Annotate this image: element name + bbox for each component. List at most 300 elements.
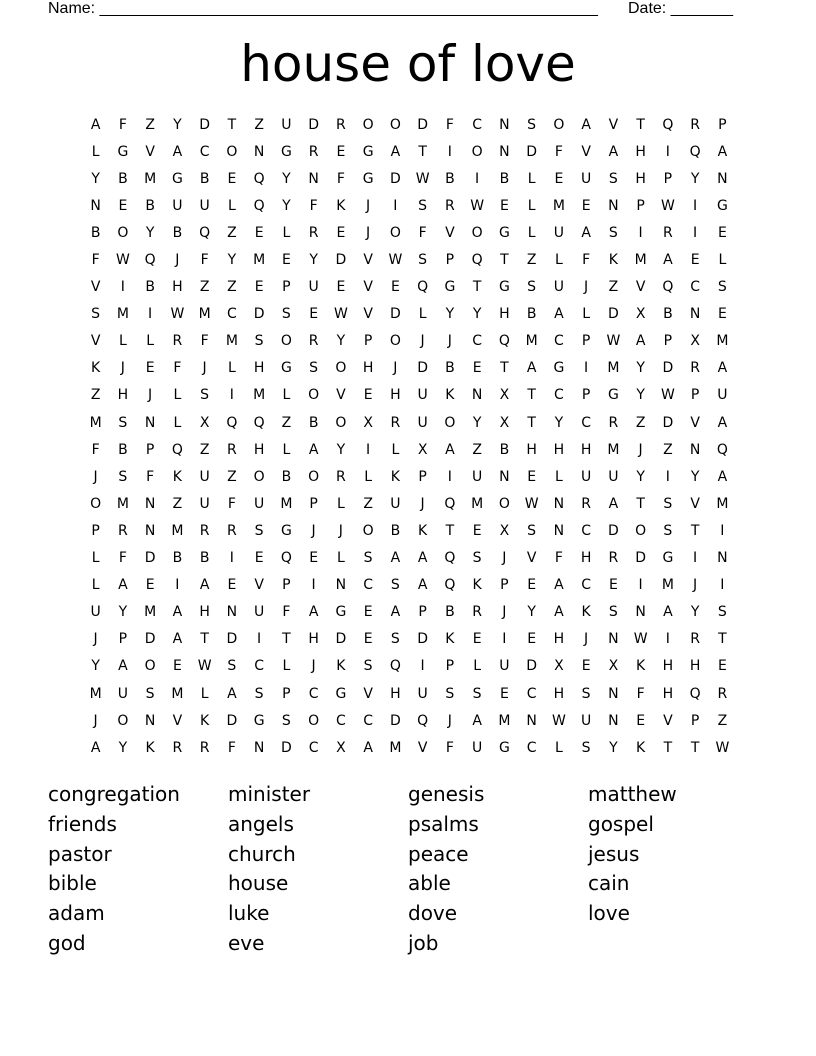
grid-letter[interactable]: W	[415, 170, 430, 187]
grid-letter[interactable]: Q	[444, 577, 456, 594]
grid-letter[interactable]: Y	[336, 333, 346, 350]
grid-letter[interactable]: O	[498, 495, 510, 512]
grid-letter[interactable]: V	[336, 387, 346, 404]
grid-letter[interactable]: W	[606, 333, 621, 350]
grid-letter[interactable]: N	[499, 116, 510, 133]
grid-letter[interactable]: O	[90, 495, 102, 512]
grid-letter[interactable]: O	[635, 522, 647, 539]
grid-letter[interactable]: Y	[282, 170, 291, 187]
grid-letter[interactable]: E	[527, 577, 537, 594]
grid-letter[interactable]: R	[690, 631, 700, 648]
grid-letter[interactable]: F	[200, 333, 209, 350]
grid-letter[interactable]: Z	[663, 441, 673, 458]
grid-letter[interactable]: U	[499, 658, 510, 675]
grid-letter[interactable]: I	[475, 170, 480, 187]
grid-letter[interactable]: S	[472, 550, 482, 567]
grid-letter[interactable]: S	[418, 252, 428, 269]
grid-letter[interactable]: Z	[608, 279, 619, 296]
grid-letter[interactable]: S	[390, 577, 400, 594]
grid-letter[interactable]: V	[663, 712, 673, 729]
grid-letter[interactable]: M	[116, 495, 129, 512]
grid-letter[interactable]: B	[445, 360, 455, 377]
grid-letter[interactable]: R	[118, 522, 128, 539]
grid-letter[interactable]: R	[581, 495, 591, 512]
grid-letter[interactable]: I	[693, 197, 698, 214]
grid-letter[interactable]: D	[607, 306, 619, 323]
grid-letter[interactable]: S	[608, 224, 618, 241]
grid-letter[interactable]: J	[311, 658, 316, 675]
grid-letter[interactable]: O	[144, 658, 156, 675]
grid-letter[interactable]: S	[145, 685, 155, 702]
grid-letter[interactable]: S	[527, 522, 537, 539]
grid-letter[interactable]: O	[471, 224, 483, 241]
grid-letter[interactable]: B	[172, 550, 183, 567]
grid-letter[interactable]: A	[308, 441, 319, 458]
grid-letter[interactable]: W	[551, 712, 566, 729]
grid-letter[interactable]: J	[584, 631, 589, 648]
grid-letter[interactable]: F	[445, 739, 454, 756]
grid-letter[interactable]: T	[527, 414, 536, 431]
grid-letter[interactable]: E	[254, 279, 264, 296]
grid-letter[interactable]: B	[663, 306, 673, 323]
grid-letter[interactable]: Y	[636, 387, 645, 404]
grid-letter[interactable]: N	[608, 712, 619, 729]
grid-letter[interactable]: R	[608, 414, 619, 431]
grid-letter[interactable]: E	[118, 197, 128, 214]
grid-letter[interactable]: J	[202, 360, 207, 377]
grid-letter[interactable]: F	[146, 468, 155, 485]
grid-letter[interactable]: L	[118, 333, 127, 350]
grid-letter[interactable]: I	[447, 468, 452, 485]
grid-letter[interactable]: S	[118, 414, 128, 431]
grid-letter[interactable]: G	[498, 739, 510, 756]
grid-letter[interactable]: L	[91, 577, 100, 594]
grid-letter[interactable]: N	[608, 197, 619, 214]
grid-letter[interactable]: D	[417, 116, 429, 133]
grid-letter[interactable]: M	[525, 333, 538, 350]
grid-letter[interactable]: P	[663, 333, 673, 350]
grid-letter[interactable]: L	[554, 252, 563, 269]
grid-letter[interactable]: Z	[199, 279, 210, 296]
grid-letter[interactable]: I	[229, 387, 234, 404]
grid-letter[interactable]: S	[717, 279, 727, 296]
grid-letter[interactable]: B	[145, 197, 155, 214]
grid-letter[interactable]: Q	[253, 197, 265, 214]
grid-letter[interactable]: X	[554, 658, 564, 675]
grid-letter[interactable]: Z	[172, 495, 183, 512]
grid-letter[interactable]: B	[118, 170, 128, 187]
grid-letter[interactable]: B	[199, 550, 210, 567]
grid-letter[interactable]: N	[335, 577, 347, 594]
grid-letter[interactable]: U	[553, 279, 564, 296]
grid-letter[interactable]: M	[253, 252, 266, 269]
grid-letter[interactable]: F	[336, 170, 345, 187]
grid-letter[interactable]: H	[253, 360, 265, 377]
grid-letter[interactable]: Y	[636, 468, 645, 485]
grid-letter[interactable]: J	[120, 360, 125, 377]
grid-letter[interactable]: M	[253, 387, 266, 404]
grid-letter[interactable]: E	[309, 306, 319, 323]
grid-letter[interactable]: Q	[389, 658, 401, 675]
grid-letter[interactable]: C	[553, 333, 564, 350]
grid-letter[interactable]: I	[720, 577, 725, 594]
grid-letter[interactable]: O	[117, 224, 129, 241]
grid-letter[interactable]: D	[280, 739, 292, 756]
grid-letter[interactable]: C	[226, 306, 237, 323]
grid-letter[interactable]: I	[584, 360, 589, 377]
grid-letter[interactable]: L	[91, 550, 100, 567]
grid-letter[interactable]: L	[282, 441, 291, 458]
grid-letter[interactable]: S	[281, 306, 291, 323]
grid-letter[interactable]: J	[93, 468, 98, 485]
grid-letter[interactable]: S	[254, 522, 264, 539]
grid-letter[interactable]: E	[472, 522, 482, 539]
grid-letter[interactable]: E	[254, 224, 264, 241]
grid-letter[interactable]: K	[636, 739, 646, 756]
grid-letter[interactable]: L	[473, 658, 482, 675]
grid-letter[interactable]: J	[420, 333, 425, 350]
grid-letter[interactable]: V	[445, 224, 455, 241]
grid-letter[interactable]: A	[390, 143, 401, 160]
grid-letter[interactable]: L	[391, 441, 400, 458]
grid-letter[interactable]: S	[281, 712, 291, 729]
grid-letter[interactable]: Y	[91, 170, 100, 187]
grid-letter[interactable]: S	[527, 279, 537, 296]
grid-letter[interactable]: B	[499, 170, 510, 187]
grid-letter[interactable]: W	[470, 197, 485, 214]
grid-letter[interactable]: P	[636, 197, 645, 214]
grid-letter[interactable]: D	[335, 252, 347, 269]
grid-letter[interactable]: E	[281, 252, 291, 269]
grid-letter[interactable]: K	[390, 468, 400, 485]
grid-letter[interactable]: E	[227, 170, 237, 187]
grid-letter[interactable]: U	[172, 197, 183, 214]
grid-letter[interactable]: L	[527, 224, 536, 241]
grid-letter[interactable]: E	[309, 550, 319, 567]
grid-letter[interactable]: T	[445, 522, 455, 539]
grid-letter[interactable]: M	[171, 522, 184, 539]
grid-letter[interactable]: J	[311, 522, 316, 539]
grid-letter[interactable]: P	[663, 170, 673, 187]
grid-letter[interactable]: K	[91, 360, 101, 377]
grid-letter[interactable]: Z	[227, 279, 237, 296]
grid-letter[interactable]: N	[608, 631, 619, 648]
grid-letter[interactable]: D	[635, 550, 647, 567]
grid-letter[interactable]: A	[118, 577, 128, 594]
grid-letter[interactable]: N	[689, 306, 701, 323]
grid-letter[interactable]: H	[580, 441, 592, 458]
grid-letter[interactable]: N	[608, 685, 619, 702]
grid-letter[interactable]: E	[581, 197, 591, 214]
grid-letter[interactable]: V	[417, 739, 428, 756]
grid-letter[interactable]: U	[117, 685, 128, 702]
grid-letter[interactable]: K	[200, 712, 210, 729]
grid-letter[interactable]: Y	[145, 224, 155, 241]
grid-letter[interactable]: U	[254, 495, 265, 512]
grid-letter[interactable]: S	[717, 604, 727, 621]
grid-letter[interactable]: J	[393, 360, 398, 377]
grid-letter[interactable]: J	[148, 387, 153, 404]
grid-letter[interactable]: N	[717, 170, 728, 187]
grid-letter[interactable]: W	[333, 306, 348, 323]
grid-letter[interactable]: Z	[472, 441, 482, 458]
grid-letter[interactable]: Q	[662, 116, 674, 133]
grid-letter[interactable]: Z	[227, 468, 237, 485]
grid-letter[interactable]: G	[117, 143, 129, 160]
grid-letter[interactable]: Z	[227, 224, 237, 241]
grid-letter[interactable]: K	[418, 522, 428, 539]
grid-letter[interactable]: T	[690, 522, 700, 539]
grid-letter[interactable]: E	[499, 197, 509, 214]
grid-letter[interactable]: H	[526, 441, 537, 458]
grid-letter[interactable]: X	[499, 414, 510, 431]
grid-letter[interactable]: H	[689, 658, 701, 675]
grid-letter[interactable]: Z	[363, 495, 373, 512]
grid-letter[interactable]: B	[445, 604, 455, 621]
grid-letter[interactable]: E	[472, 360, 482, 377]
grid-letter[interactable]: R	[336, 116, 346, 133]
grid-letter[interactable]: O	[335, 414, 347, 431]
grid-letter[interactable]: E	[554, 170, 564, 187]
grid-letter[interactable]: A	[663, 252, 673, 269]
grid-letter[interactable]: O	[444, 414, 456, 431]
grid-letter[interactable]: M	[498, 712, 511, 729]
grid-letter[interactable]: O	[389, 116, 401, 133]
grid-letter[interactable]: A	[717, 414, 728, 431]
grid-letter[interactable]: F	[636, 685, 645, 702]
grid-letter[interactable]: E	[254, 550, 264, 567]
grid-letter[interactable]: M	[89, 414, 102, 431]
grid-letter[interactable]: R	[390, 414, 401, 431]
grid-letter[interactable]: V	[254, 577, 264, 594]
grid-letter[interactable]: R	[308, 224, 319, 241]
grid-letter[interactable]: X	[499, 387, 510, 404]
grid-letter[interactable]: S	[254, 333, 264, 350]
grid-letter[interactable]: Q	[144, 252, 156, 269]
grid-letter[interactable]: M	[89, 685, 102, 702]
grid-letter[interactable]: B	[172, 224, 183, 241]
grid-letter[interactable]: J	[502, 604, 507, 621]
grid-letter[interactable]: P	[418, 604, 427, 621]
grid-letter[interactable]: I	[420, 658, 425, 675]
grid-letter[interactable]: V	[363, 685, 373, 702]
grid-letter[interactable]: A	[526, 360, 537, 377]
grid-letter[interactable]: H	[117, 387, 129, 404]
grid-letter[interactable]: E	[690, 252, 700, 269]
grid-letter[interactable]: F	[309, 197, 318, 214]
grid-letter[interactable]: J	[638, 441, 643, 458]
grid-letter[interactable]: M	[144, 170, 157, 187]
grid-letter[interactable]: S	[363, 658, 373, 675]
grid-letter[interactable]: N	[226, 604, 238, 621]
grid-letter[interactable]: Y	[609, 739, 618, 756]
grid-letter[interactable]: B	[281, 468, 292, 485]
grid-letter[interactable]: S	[581, 685, 591, 702]
grid-letter[interactable]: N	[553, 522, 565, 539]
grid-letter[interactable]: F	[554, 143, 563, 160]
grid-letter[interactable]: R	[172, 739, 183, 756]
grid-letter[interactable]: H	[553, 441, 565, 458]
grid-letter[interactable]: O	[362, 116, 374, 133]
grid-letter[interactable]: Y	[445, 306, 455, 323]
grid-letter[interactable]: N	[499, 468, 510, 485]
grid-letter[interactable]: Y	[118, 604, 128, 621]
grid-letter[interactable]: S	[200, 387, 210, 404]
grid-letter[interactable]: E	[581, 658, 591, 675]
grid-letter[interactable]: H	[662, 685, 674, 702]
grid-letter[interactable]: D	[253, 306, 265, 323]
grid-letter[interactable]: A	[118, 658, 128, 675]
grid-letter[interactable]: E	[472, 631, 482, 648]
grid-letter[interactable]: E	[145, 360, 155, 377]
grid-letter[interactable]: N	[144, 522, 156, 539]
grid-letter[interactable]: Q	[253, 170, 265, 187]
grid-letter[interactable]: C	[472, 116, 483, 133]
grid-letter[interactable]: A	[172, 631, 183, 648]
grid-letter[interactable]: Z	[145, 116, 155, 133]
grid-letter[interactable]: E	[527, 631, 537, 648]
grid-letter[interactable]: N	[90, 197, 101, 214]
grid-letter[interactable]: K	[636, 658, 646, 675]
grid-letter[interactable]: U	[390, 495, 401, 512]
grid-letter[interactable]: F	[91, 441, 100, 458]
grid-letter[interactable]: Z	[199, 441, 210, 458]
grid-letter[interactable]: S	[118, 468, 128, 485]
grid-letter[interactable]: Q	[716, 441, 728, 458]
grid-letter[interactable]: I	[366, 441, 371, 458]
grid-letter[interactable]: U	[199, 495, 210, 512]
grid-letter[interactable]: S	[581, 739, 591, 756]
grid-letter[interactable]: M	[280, 495, 293, 512]
grid-letter[interactable]: A	[199, 577, 210, 594]
grid-letter[interactable]: J	[447, 712, 452, 729]
grid-letter[interactable]: Q	[171, 441, 183, 458]
grid-letter[interactable]: A	[717, 143, 728, 160]
grid-letter[interactable]: Q	[253, 414, 265, 431]
grid-letter[interactable]: X	[336, 739, 346, 756]
grid-letter[interactable]: E	[336, 279, 346, 296]
grid-letter[interactable]: D	[389, 170, 401, 187]
grid-letter[interactable]: I	[638, 577, 643, 594]
grid-letter[interactable]: P	[363, 333, 373, 350]
grid-letter[interactable]: G	[171, 170, 183, 187]
grid-letter[interactable]: L	[718, 252, 727, 269]
grid-letter[interactable]: R	[227, 441, 237, 458]
grid-letter[interactable]: B	[445, 170, 455, 187]
grid-letter[interactable]: B	[118, 441, 128, 458]
grid-letter[interactable]: D	[389, 712, 401, 729]
grid-letter[interactable]: C	[581, 522, 592, 539]
grid-letter[interactable]: P	[445, 252, 455, 269]
grid-letter[interactable]: I	[311, 577, 316, 594]
grid-letter[interactable]: N	[144, 712, 156, 729]
grid-letter[interactable]: S	[91, 306, 101, 323]
grid-letter[interactable]: B	[499, 441, 510, 458]
grid-letter[interactable]: J	[584, 279, 589, 296]
grid-letter[interactable]: G	[662, 550, 674, 567]
grid-letter[interactable]: C	[254, 658, 265, 675]
grid-letter[interactable]: K	[336, 658, 346, 675]
grid-letter[interactable]: U	[90, 604, 101, 621]
grid-letter[interactable]: I	[665, 468, 670, 485]
grid-letter[interactable]: S	[445, 685, 455, 702]
grid-letter[interactable]: R	[227, 522, 237, 539]
grid-letter[interactable]: Q	[498, 333, 510, 350]
grid-letter[interactable]: M	[471, 495, 484, 512]
grid-letter[interactable]: A	[717, 468, 728, 485]
grid-letter[interactable]: A	[90, 116, 101, 133]
grid-letter[interactable]: I	[638, 224, 643, 241]
grid-letter[interactable]: C	[335, 712, 346, 729]
grid-letter[interactable]: N	[499, 143, 510, 160]
grid-letter[interactable]: O	[280, 333, 292, 350]
grid-letter[interactable]: O	[253, 468, 265, 485]
grid-letter[interactable]: L	[554, 739, 563, 756]
grid-letter[interactable]: O	[471, 143, 483, 160]
grid-letter[interactable]: D	[199, 116, 211, 133]
grid-letter[interactable]: D	[389, 306, 401, 323]
grid-letter[interactable]: G	[607, 387, 619, 404]
grid-letter[interactable]: O	[389, 333, 401, 350]
grid-letter[interactable]: I	[229, 550, 234, 567]
grid-letter[interactable]: T	[663, 739, 673, 756]
grid-letter[interactable]: Y	[91, 658, 100, 675]
grid-letter[interactable]: U	[472, 468, 483, 485]
grid-letter[interactable]: M	[144, 604, 157, 621]
grid-letter[interactable]: N	[253, 739, 265, 756]
grid-letter[interactable]: H	[580, 550, 592, 567]
grid-letter[interactable]: L	[527, 170, 536, 187]
grid-letter[interactable]: D	[144, 550, 156, 567]
grid-letter[interactable]: V	[172, 712, 183, 729]
grid-letter[interactable]: P	[282, 279, 291, 296]
grid-letter[interactable]: C	[690, 279, 701, 296]
grid-letter[interactable]: Q	[444, 550, 456, 567]
grid-letter[interactable]: X	[690, 333, 700, 350]
grid-letter[interactable]: V	[690, 495, 700, 512]
grid-letter[interactable]: Y	[309, 252, 318, 269]
grid-letter[interactable]: B	[145, 279, 155, 296]
grid-letter[interactable]: A	[417, 550, 428, 567]
grid-letter[interactable]: G	[280, 522, 292, 539]
grid-letter[interactable]: E	[363, 604, 373, 621]
grid-letter[interactable]: R	[690, 360, 700, 377]
grid-letter[interactable]: D	[526, 658, 538, 675]
grid-letter[interactable]: U	[254, 604, 265, 621]
grid-letter[interactable]: K	[336, 197, 346, 214]
grid-letter[interactable]: B	[308, 414, 319, 431]
grid-letter[interactable]: B	[390, 522, 401, 539]
grid-letter[interactable]: E	[336, 143, 346, 160]
grid-letter[interactable]: T	[200, 631, 209, 648]
grid-letter[interactable]: A	[227, 685, 237, 702]
grid-letter[interactable]: G	[335, 685, 347, 702]
grid-letter[interactable]: K	[581, 604, 591, 621]
grid-letter[interactable]: P	[718, 116, 727, 133]
grid-letter[interactable]: C	[581, 577, 592, 594]
grid-letter[interactable]: R	[445, 197, 455, 214]
grid-letter[interactable]: A	[363, 739, 373, 756]
grid-letter[interactable]: H	[499, 306, 510, 323]
grid-letter[interactable]: Y	[118, 739, 128, 756]
grid-letter[interactable]: G	[498, 279, 510, 296]
grid-letter[interactable]: M	[389, 739, 402, 756]
grid-letter[interactable]: S	[527, 116, 537, 133]
grid-letter[interactable]: L	[554, 468, 563, 485]
grid-letter[interactable]: A	[90, 739, 101, 756]
grid-letter[interactable]: H	[308, 631, 319, 648]
grid-letter[interactable]: F	[227, 495, 236, 512]
